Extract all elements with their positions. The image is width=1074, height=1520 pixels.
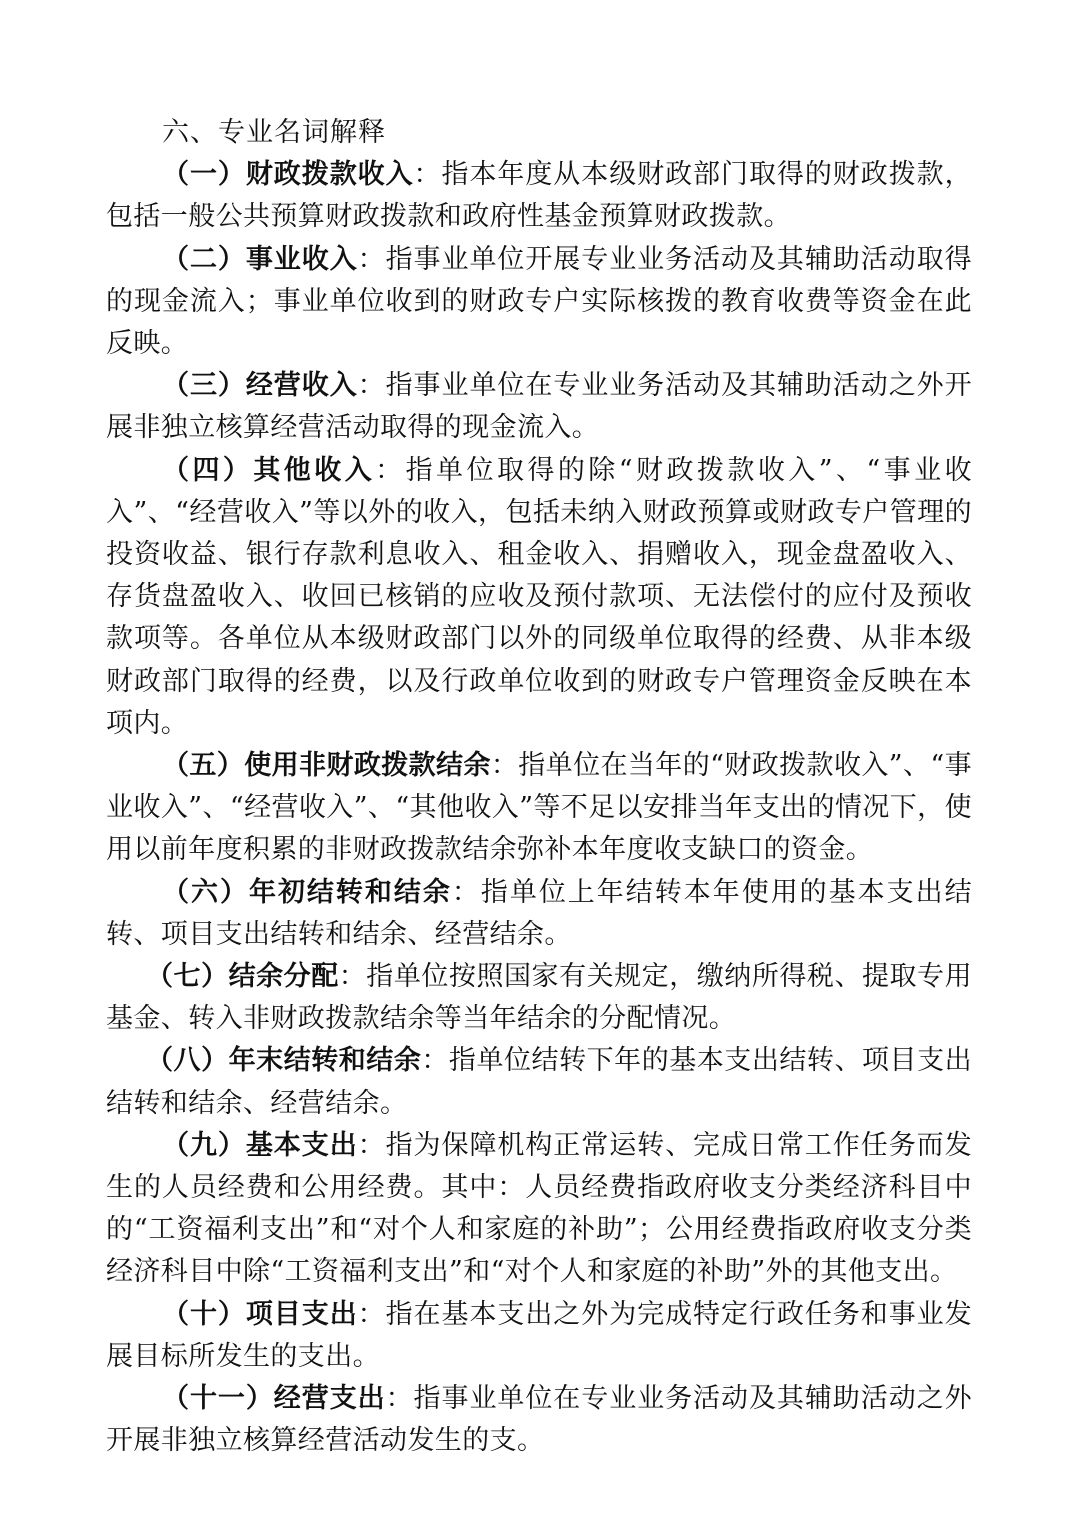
definition-text: ：指为保障机构正常运转、完成日常工作任务而发生的人员经费和公用经费。其中：人员经费指政府收支分类经济科目中的“工资福利支出”和“对个人和家庭的补助”；公用经费指政府收支分类经济科目中除“工资福利支出”和“对个人和家庭的补助”外的其他支出。 <box>106 1129 972 1288</box>
definition-term: （十）项目支出 <box>162 1298 358 1330</box>
definition-text: ：指单位在当年的“财政拨款收入”、“事业收入”、“经营收入”、“其他收入”等不足以安排当年支出的情况下，使用以前年度积累的非财政拨款结余弥补本年度收支缺口的资金。 <box>106 750 972 866</box>
definition-item <box>106 450 972 745</box>
definition-term: （六）年初结转和结余 <box>162 876 452 908</box>
definition-item <box>106 365 972 449</box>
definition-text: ：指在基本支出之外为完成特定行政任务和事业发展目标所发生的支出。 <box>106 1298 972 1372</box>
definition-item <box>106 956 972 1040</box>
definition-term: （二）事业收入 <box>162 243 358 275</box>
definition-text: ：指单位结转下年的基本支出结转、项目支出结转和结余、经营结余。 <box>106 1045 973 1119</box>
definition-term: （七）结余分配 <box>146 961 339 993</box>
document-body <box>106 112 972 1463</box>
definition-item <box>106 872 972 956</box>
definition-term: （九）基本支出 <box>162 1129 358 1161</box>
definition-text: ：指单位上年结转本年使用的基本支出结转、项目支出结转和结余、经营结余。 <box>106 876 973 950</box>
definition-text: ：指单位取得的除“财政拨款收入”、“事业收入”、“经营收入”等以外的收入，包括未纳入财政预算或财政专户管理的投资收益、银行存款利息收入、租金收入、捐赠收入，现金盘盈收入、存货盘盈收入、收回已核销的应收及预付款项、无法偿付的应付及预收款项等。各单位从本级财政部门以外的同级单位取得的经费、从非本级财政部门取得的经费，以及行政单位收到的财政专户管理资金反映在本项内。 <box>106 454 972 739</box>
definition-text: ：指事业单位开展专业业务活动及其辅助活动取得的现金流入；事业单位收到的财政专户实际核拨的教育收费等资金在此反映。 <box>106 243 972 360</box>
definition-item <box>106 1125 972 1294</box>
definition-term: （一）财政拨款收入 <box>162 159 414 191</box>
definition-text: ：指本年度从本级财政部门取得的财政拨款，包括一般公共预算财政拨款和政府性基金预算财政拨款。 <box>106 159 972 233</box>
definition-item <box>106 1294 972 1378</box>
definition-item <box>106 745 972 872</box>
definition-term: （五）使用非财政拨款结余 <box>162 750 491 782</box>
definition-item <box>106 239 972 366</box>
section-heading: 六、专业名词解释 <box>162 117 386 148</box>
definition-text: ：指事业单位在专业业务活动及其辅助活动之外开展非独立核算经营活动发生的支。 <box>106 1383 973 1457</box>
definition-text: ：指事业单位在专业业务活动及其辅助活动之外开展非独立核算经营活动取得的现金流入。 <box>106 370 972 444</box>
definition-text: ：指单位按照国家有关规定，缴纳所得税、提取专用基金、转入非财政拨款结余等当年结余的分配情况。 <box>106 961 972 1035</box>
definition-item <box>106 154 972 238</box>
definition-term: （十一）经营支出 <box>162 1383 386 1415</box>
definition-term: （三）经营收入 <box>162 370 358 402</box>
definition-item <box>106 1378 972 1462</box>
definition-term: （四）其他收入 <box>162 454 376 486</box>
definition-term: （八）年末结转和结余 <box>146 1045 422 1077</box>
definition-item <box>106 1040 972 1124</box>
